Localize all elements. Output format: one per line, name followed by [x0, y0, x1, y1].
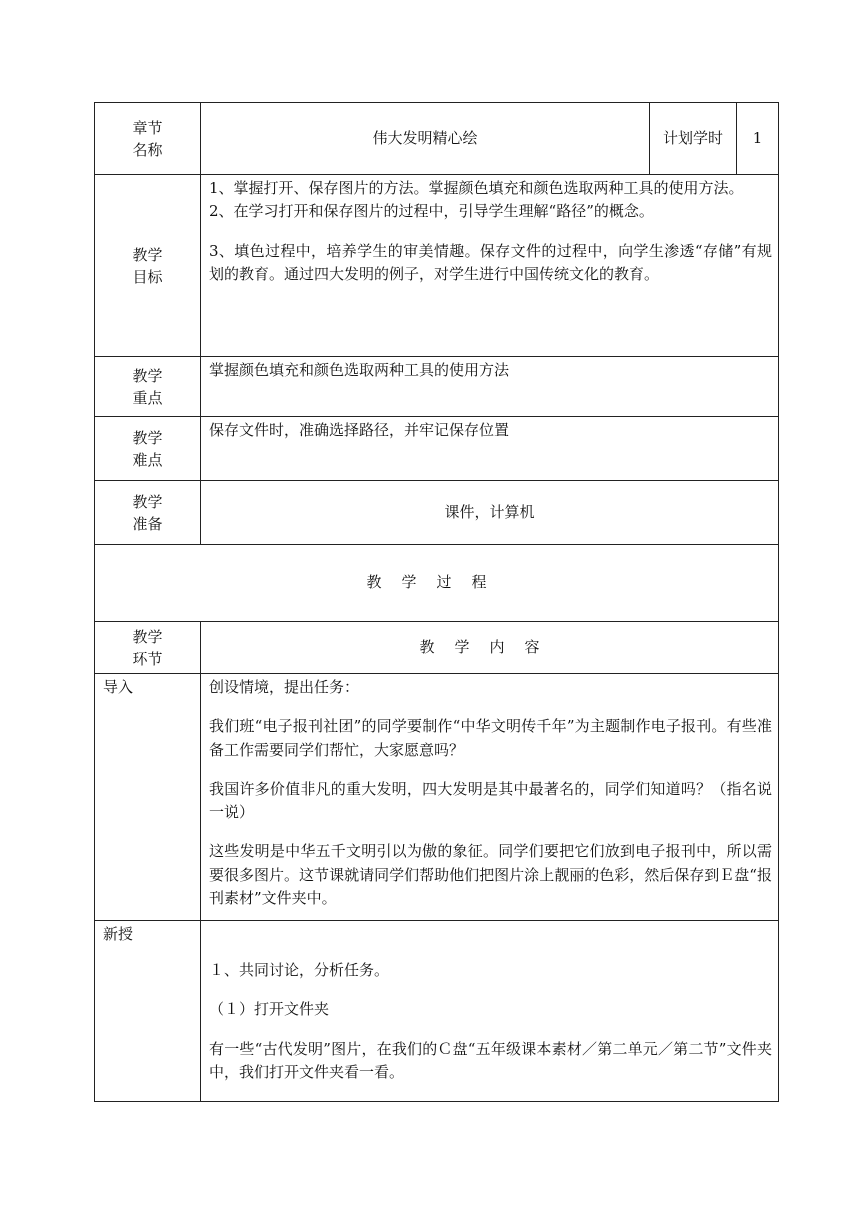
- planned-hours-value: 1: [737, 103, 779, 175]
- new-lesson-stage: 新授: [95, 921, 201, 1102]
- lesson-plan-table: [94, 102, 779, 1102]
- new-lesson-paragraph: （１）打开文件夹: [209, 1000, 330, 1019]
- difficulties-label-cell: [95, 417, 201, 481]
- chapter-label-line2: 名称: [132, 140, 163, 159]
- planned-hours-label: 计划学时: [650, 103, 737, 175]
- new-lesson-paragraph: １、共同讨论，分析任务。: [209, 961, 390, 979]
- preparation-label-line2: 准备: [132, 514, 163, 533]
- difficulties-label-line2: 难点: [132, 450, 163, 469]
- objectives-content: [201, 175, 779, 357]
- stage-label-line2: 环节: [132, 649, 163, 668]
- objective-item: 2、在学习打开和保存图片的过程中，引导学生理解“路径”的概念。: [209, 202, 654, 221]
- intro-paragraph: 我国许多价值非凡的重大发明，四大发明是其中最著名的，同学们知道吗？（指名说一说）: [209, 779, 772, 821]
- new-lesson-content: [201, 921, 779, 1102]
- new-lesson-paragraph: 有一些“古代发明”图片，在我们的Ｃ盘“五年级课本素材／第二单元／第二节”文件夹中，我们打开文件夹看一看。: [209, 1039, 772, 1081]
- objectives-label-line1: 教学: [132, 245, 163, 264]
- intro-paragraph: 创设情境，提出任务：: [209, 678, 360, 696]
- chapter-label-line1: 章节: [132, 118, 163, 137]
- objectives-label-cell: [95, 175, 201, 357]
- content-label: 教学内容: [201, 622, 779, 674]
- objective-item: 3、填色过程中，培养学生的审美情趣。保存文件的过程中，向学生渗透“存储”有规划的教育。通过四大发明的例子，对学生进行中国传统文化的教育。: [209, 241, 772, 283]
- stage-label-line1: 教学: [132, 627, 163, 646]
- key-points-label-line1: 教学: [132, 366, 163, 385]
- difficulties-text: 保存文件时，准确选择路径，并牢记保存位置: [201, 417, 779, 481]
- preparation-text: 课件，计算机: [201, 481, 779, 545]
- key-points-label-line2: 重点: [132, 388, 163, 407]
- intro-paragraph: 这些发明是中华五千文明引以为傲的象征。同学们要把它们放到电子报刊中，所以需要很多图片。这节课就请同学们帮助他们把图片涂上靓丽的色彩，然后保存到Ｅ盘“报刊素材”文件夹中。: [209, 842, 772, 907]
- difficulties-label-line1: 教学: [132, 428, 163, 447]
- key-points-text: 掌握颜色填充和颜色选取两种工具的使用方法: [201, 357, 779, 417]
- chapter-name: 伟大发明精心绘: [201, 103, 650, 175]
- intro-content: [201, 674, 779, 921]
- intro-stage: 导入: [95, 674, 201, 921]
- intro-paragraph: 我们班“电子报刊社团”的同学要制作“中华文明传千年”为主题制作电子报刊。有些准备工作需要同学们帮忙，大家愿意吗？: [209, 717, 772, 759]
- process-title: 教学过程: [95, 545, 779, 622]
- key-points-label-cell: [95, 357, 201, 417]
- chapter-label-cell: [95, 103, 201, 175]
- preparation-label-line1: 教学: [132, 492, 163, 511]
- objective-item: 1、掌握打开、保存图片的方法。掌握颜色填充和颜色选取两种工具的使用方法。: [209, 179, 744, 197]
- preparation-label-cell: [95, 481, 201, 545]
- objectives-label-line2: 目标: [132, 267, 163, 286]
- stage-label-cell: [95, 622, 201, 674]
